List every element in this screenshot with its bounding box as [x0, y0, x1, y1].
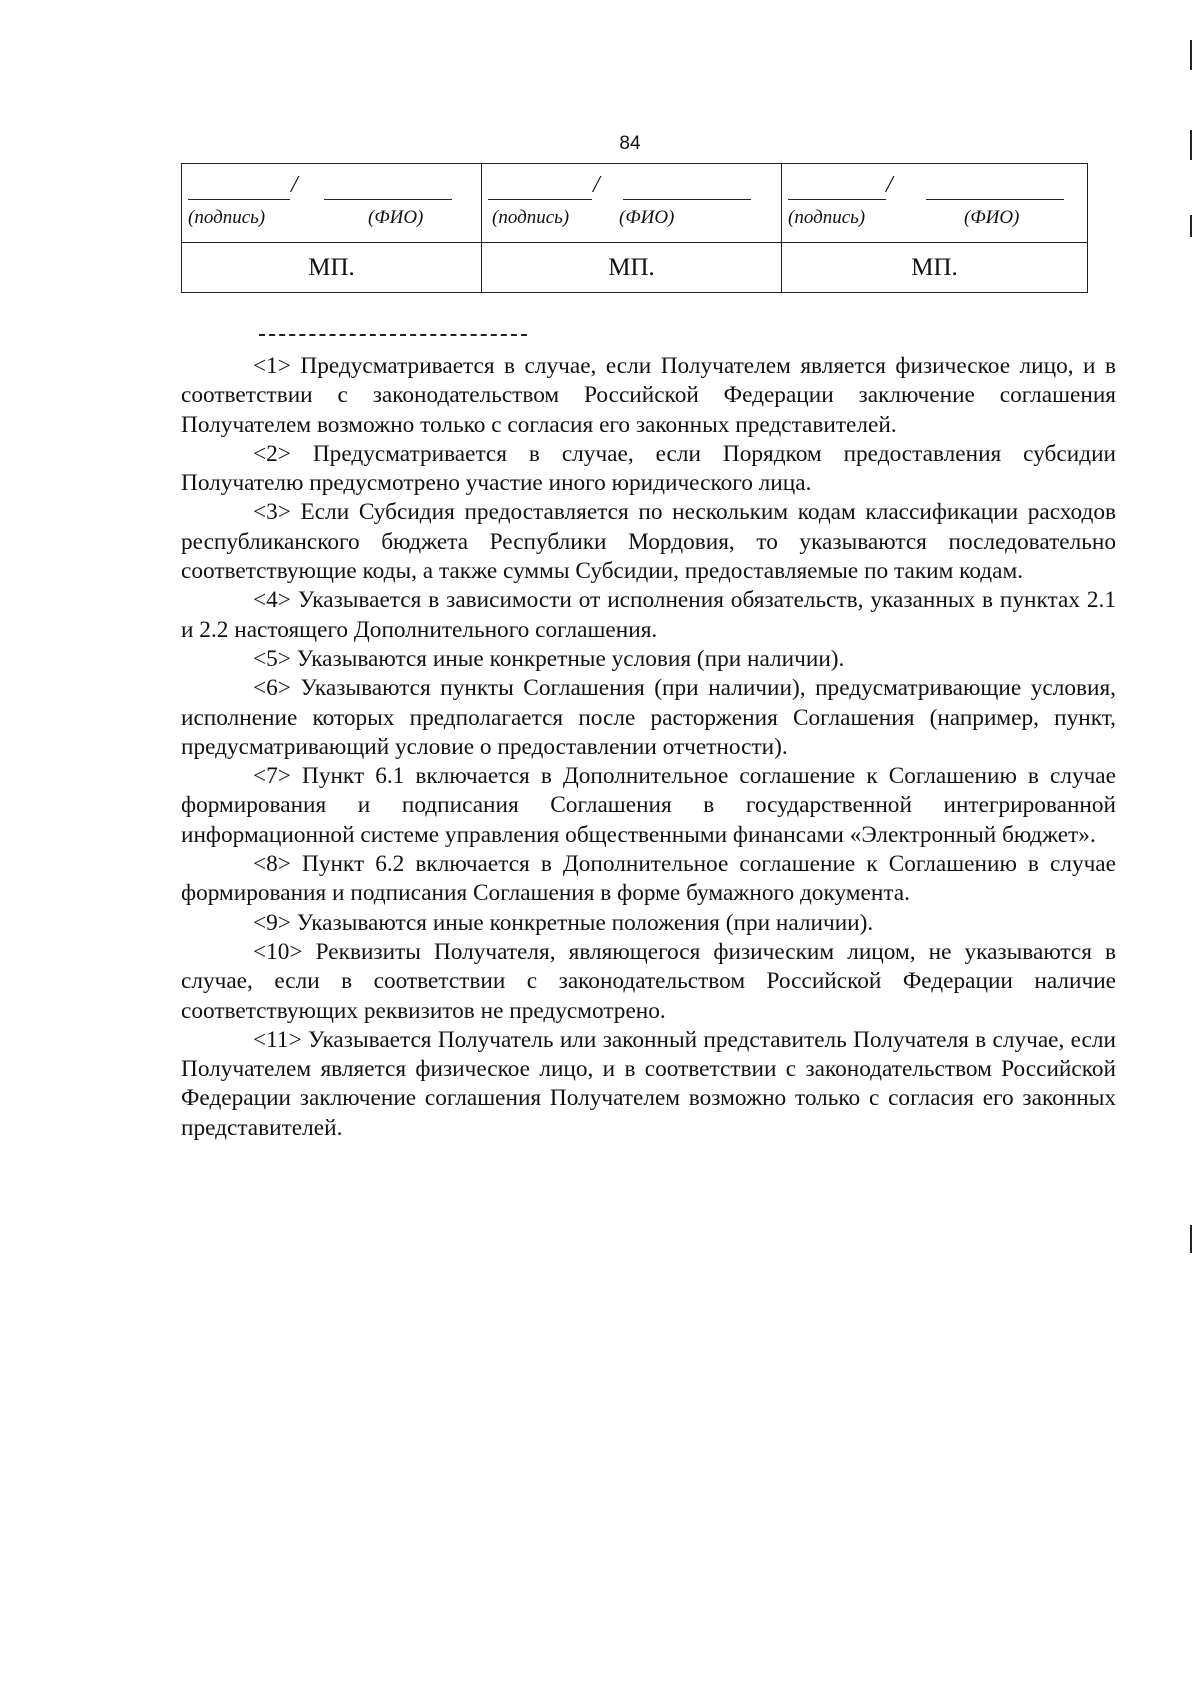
footnote-7: <7> Пункт 6.1 включается в Дополнительное соглашение к Соглашению в случае формирования и подписания Соглашения в государственной интегрированной информационной системе управления общественными финансами «Электронный бюджет».	[181, 763, 1116, 848]
footnote-10: <10> Реквизиты Получателя, являющегося физическим лицом, не указываются в случае, если в соответствии с законодательством Российской Федерации наличие соответствующих реквизитов не предусмотрено.	[181, 938, 1116, 1024]
signature-cell-3	[782, 164, 1088, 243]
signature-table	[181, 163, 1088, 293]
page-number: 84	[619, 133, 641, 154]
podpis-label: (подпись)	[788, 207, 866, 228]
stamp-cell-2: МП.	[482, 243, 782, 293]
footnotes	[181, 352, 1116, 1143]
footnote-separator	[259, 334, 527, 336]
fio-line	[623, 199, 751, 200]
scan-mark	[1190, 40, 1192, 70]
slash: /	[291, 172, 298, 198]
fio-label: (ФИО)	[368, 207, 424, 228]
signature-cell-1	[182, 164, 482, 243]
footnote-8: <8> Пункт 6.2 включается в Дополнительное соглашение к Соглашению в случае формирования и подписания Соглашения в форме бумажного документа.	[181, 851, 1116, 907]
scan-mark	[1190, 215, 1192, 237]
scan-mark	[1190, 1225, 1192, 1253]
slash: /	[886, 172, 893, 198]
signature-line	[188, 199, 290, 200]
signature-row	[182, 164, 1088, 243]
fio-label: (ФИО)	[964, 207, 1020, 228]
fio-label: (ФИО)	[619, 207, 675, 228]
stamp-row	[182, 243, 1088, 293]
footnote-1: <1> Предусматривается в случае, если Получателем является физическое лицо, и в соответствии с законодательством Российской Федерации заключение соглашения Получателем возможно только с согласия его законных представителей.	[181, 353, 1116, 438]
slash: /	[593, 172, 600, 198]
stamp-cell-3: МП.	[782, 243, 1088, 293]
fio-line	[926, 199, 1064, 200]
fio-line	[324, 199, 452, 200]
footnote-6: <6> Указываются пункты Соглашения (при наличии), предусматривающие условия, исполнение которых предполагается после расторжения Соглашения (например, пункт, предусматривающий условие о предоставлении отчетности).	[181, 675, 1116, 760]
stamp-cell-1: МП.	[182, 243, 482, 293]
scan-mark	[1190, 130, 1192, 160]
footnote-3: <3> Если Субсидия предоставляется по нескольким кодам классификации расходов республиканского бюджета Республики Мордовия, то указываются последовательно соответствующие коды, а также суммы Субсидии, предоставляемые по таким кодам.	[181, 499, 1116, 585]
signature-cell-2	[482, 164, 782, 243]
footnote-9: <9> Указываются иные конкретные положения (при наличии).	[253, 909, 874, 936]
signature-line	[488, 199, 592, 200]
footnote-4: <4> Указывается в зависимости от исполнения обязательств, указанных в пунктах 2.1 и 2.2 настоящего Дополнительного соглашения.	[181, 587, 1116, 643]
signature-line	[788, 199, 886, 200]
footnote-2: <2> Предусматривается в случае, если Порядком предоставления субсидии Получателю предусмотрено участие иного юридического лица.	[181, 440, 1116, 497]
footnote-5: <5> Указываются иные конкретные условия (при наличии).	[253, 645, 845, 672]
footnote-11: <11> Указывается Получатель или законный представитель Получателя в случае, если Получателем является физическое лицо, и в соответствии с законодательством Российской Федерации заключение соглашения Получателем возможно только с согласия его законных представителей.	[181, 1026, 1116, 1141]
podpis-label: (подпись)	[188, 207, 266, 228]
podpis-label: (подпись)	[492, 207, 570, 228]
